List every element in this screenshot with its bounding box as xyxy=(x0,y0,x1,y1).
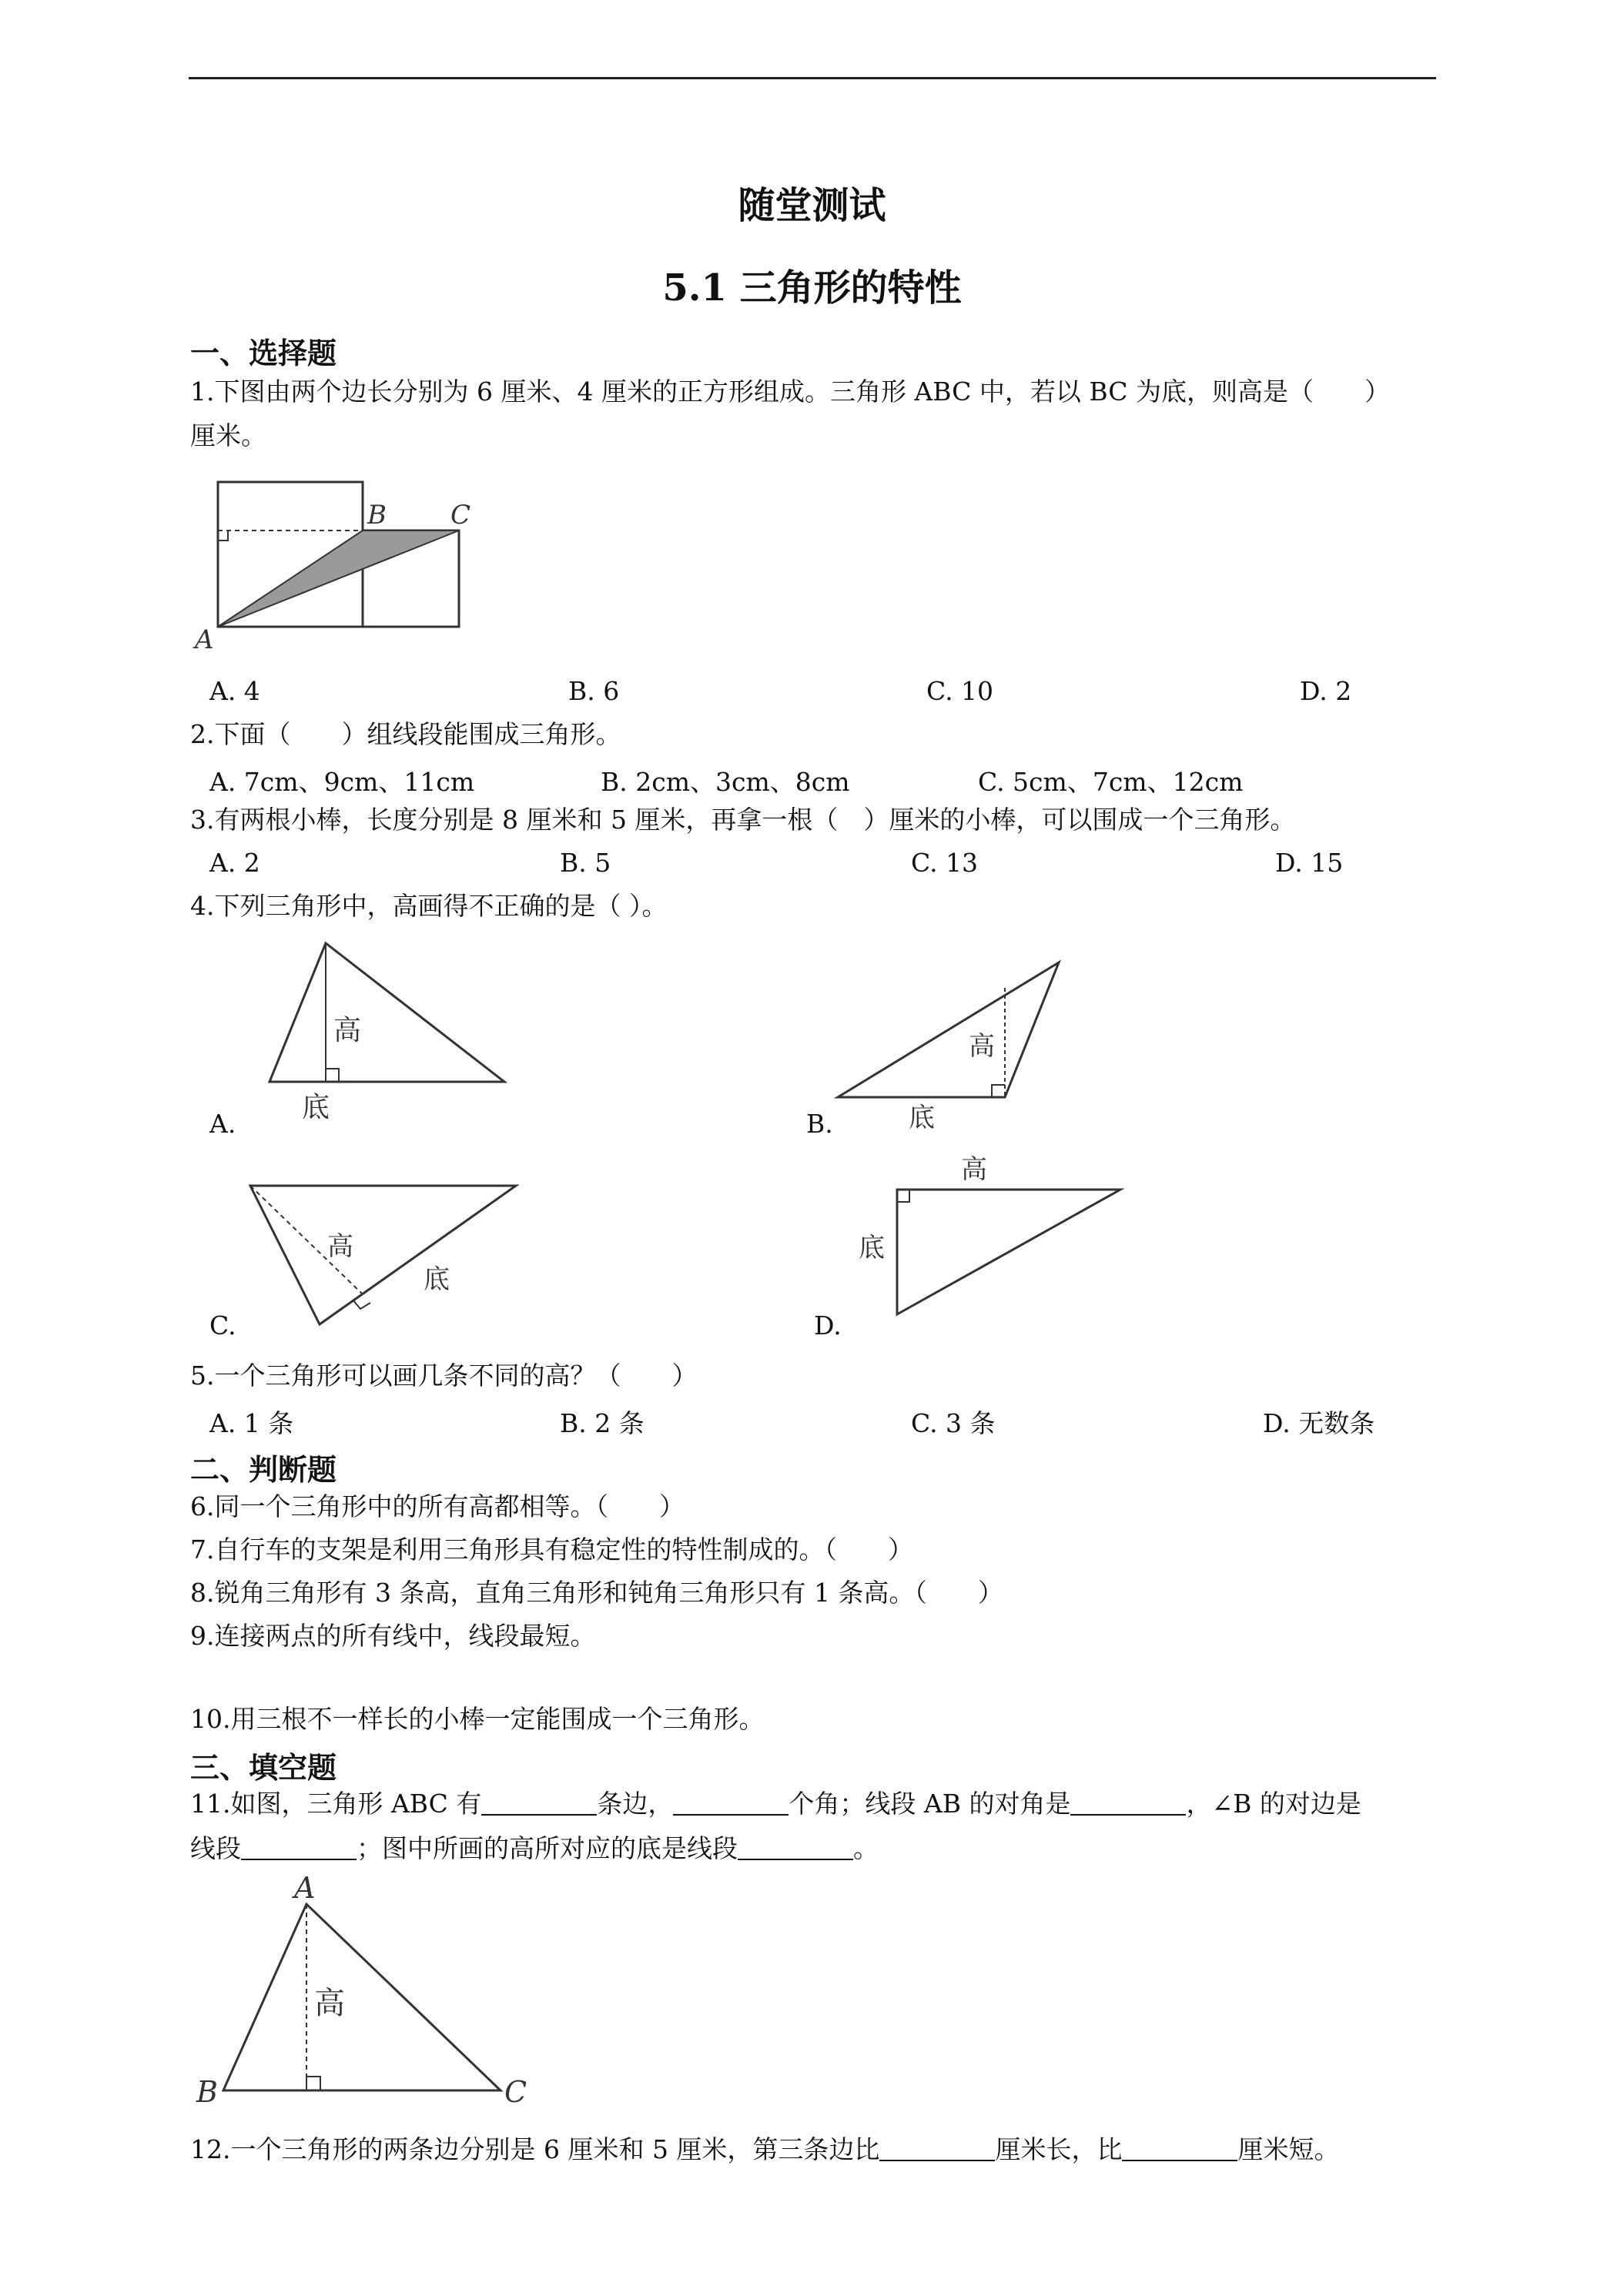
right-angle-b xyxy=(992,1085,1005,1097)
question-10: 10.用三根不一样长的小棒一定能围成一个三角形。 xyxy=(190,1704,765,1734)
q1-option-c[interactable]: C. 10 xyxy=(926,676,994,706)
q3-option-b[interactable]: B. 5 xyxy=(560,848,611,878)
label-gao-d: 高 xyxy=(961,1154,987,1185)
q11-text-7: 。 xyxy=(853,1833,879,1863)
q11-blank-5[interactable] xyxy=(738,1836,853,1860)
page-subtitle: 5.1 三角形的特性 xyxy=(662,266,962,310)
question-3: 3.有两根小棒，长度分别是 8 厘米和 5 厘米，再拿一根（ ）厘米的小棒，可以围成一个三角形。 xyxy=(190,805,1296,835)
q12-text-2: 厘米长，比 xyxy=(995,2134,1123,2164)
question-9: 9.连接两点的所有线中，线段最短。 xyxy=(190,1621,596,1651)
header-rule xyxy=(189,77,1436,79)
q11-text-5: 线段 xyxy=(190,1833,241,1863)
q1-option-a[interactable]: A. 4 xyxy=(209,676,260,706)
q4-option-c[interactable]: C. xyxy=(209,1310,236,1340)
label-gao-a: 高 xyxy=(333,1015,362,1046)
q11-blank-1[interactable] xyxy=(481,1791,597,1816)
right-angle-d xyxy=(897,1190,909,1202)
question-1-line2: 厘米。 xyxy=(190,420,266,450)
label-c-11: C xyxy=(504,2075,527,2109)
question-11-line1 xyxy=(190,1782,1361,1826)
q4-option-b[interactable]: B. xyxy=(806,1109,833,1139)
triangle-a xyxy=(270,943,504,1082)
q5-option-d[interactable]: D. 无数条 xyxy=(1263,1408,1375,1438)
q12-blank-1[interactable] xyxy=(879,2137,995,2161)
right-angle-a xyxy=(326,1069,339,1082)
label-di-d: 底 xyxy=(859,1233,885,1263)
label-di-b: 底 xyxy=(909,1103,935,1133)
label-di-c: 底 xyxy=(424,1264,450,1295)
q1-option-d[interactable]: D. 2 xyxy=(1300,676,1352,706)
question-1-line1: 1.下图由两个边长分别为 6 厘米、4 厘米的正方形组成。三角形 ABC 中，若以 BC 为底，则高是（ ） xyxy=(190,377,1390,407)
q5-option-c[interactable]: C. 3 条 xyxy=(911,1408,996,1438)
q2-option-b[interactable]: B. 2cm、3cm、8cm xyxy=(601,767,850,797)
q11-blank-3[interactable] xyxy=(1070,1791,1186,1816)
label-a-11: A xyxy=(294,1875,316,1905)
label-b: B xyxy=(367,500,387,530)
label-gao-11: 高 xyxy=(314,1986,345,2021)
q12-text-3: 厘米短。 xyxy=(1237,2134,1340,2164)
right-angle-mark xyxy=(218,530,228,541)
question-4: 4.下列三角形中，高画得不正确的是（ ）。 xyxy=(190,891,668,921)
right-angle-11 xyxy=(306,2077,320,2090)
q4-option-d[interactable]: D. xyxy=(814,1310,842,1340)
label-gao-b: 高 xyxy=(969,1031,995,1062)
q5-option-b[interactable]: B. 2 条 xyxy=(560,1408,645,1438)
question-8: 8.锐角三角形有 3 条高，直角三角形和钝角三角形只有 1 条高。（ ） xyxy=(190,1578,1003,1608)
q5-option-a[interactable]: A. 1 条 xyxy=(209,1408,294,1438)
question-12 xyxy=(190,2127,1339,2172)
question-6: 6.同一个三角形中的所有高都相等。（ ） xyxy=(190,1491,685,1521)
q11-text-4: ，∠B 的对边是 xyxy=(1186,1789,1361,1819)
q12-text-1: 12.一个三角形的两条边分别是 6 厘米和 5 厘米，第三条边比 xyxy=(190,2134,880,2164)
q12-blank-2[interactable] xyxy=(1122,2137,1237,2161)
label-gao-c: 高 xyxy=(327,1231,353,1262)
question-5: 5.一个三角形可以画几条不同的高？（ ） xyxy=(190,1361,698,1391)
triangle-d xyxy=(897,1190,1120,1314)
section-fill-heading: 三、填空题 xyxy=(190,1750,337,1785)
triangle-abc-11 xyxy=(223,1904,501,2090)
label-a: A xyxy=(195,624,214,654)
q1-option-b[interactable]: B. 6 xyxy=(568,676,620,706)
q4-figure-c xyxy=(243,1170,527,1340)
q4-option-a[interactable]: A. xyxy=(209,1109,236,1139)
question-7: 7.自行车的支架是利用三角形具有稳定性的特性制成的。（ ） xyxy=(190,1535,913,1565)
triangle-c xyxy=(250,1186,516,1324)
q3-option-c[interactable]: C. 13 xyxy=(911,848,979,878)
label-di-a: 底 xyxy=(302,1092,330,1123)
page-title: 随堂测试 xyxy=(738,184,886,227)
q11-text-2: 条边， xyxy=(597,1789,674,1819)
right-angle-c xyxy=(353,1300,370,1309)
question-11-figure xyxy=(193,1875,547,2114)
q11-text-1: 11.如图，三角形 ABC 有 xyxy=(190,1789,482,1819)
question-11-line2 xyxy=(190,1826,879,1871)
label-c: C xyxy=(450,500,471,530)
q11-blank-4[interactable] xyxy=(241,1836,357,1860)
q2-option-c[interactable]: C. 5cm、7cm、12cm xyxy=(978,767,1244,797)
section-judge-heading: 二、判断题 xyxy=(190,1452,337,1487)
q11-text-6: ；图中所画的高所对应的底是线段 xyxy=(357,1833,738,1863)
q2-option-a[interactable]: A. 7cm、9cm、11cm xyxy=(209,767,475,797)
question-2: 2.下面（ ）组线段能围成三角形。 xyxy=(190,719,621,749)
q4-figure-b xyxy=(832,951,1086,1136)
q11-blank-2[interactable] xyxy=(673,1791,789,1816)
section-choice-heading: 一、选择题 xyxy=(190,336,337,370)
q11-text-3: 个角；线段 AB 的对角是 xyxy=(789,1789,1071,1819)
triangle-b xyxy=(838,962,1059,1097)
q4-figure-d xyxy=(855,1151,1132,1328)
label-b-11: B xyxy=(196,2075,218,2109)
q3-option-d[interactable]: D. 15 xyxy=(1275,848,1344,878)
q3-option-a[interactable]: A. 2 xyxy=(209,848,260,878)
question-1-figure xyxy=(189,470,497,654)
q4-figure-a xyxy=(254,939,524,1140)
triangle-abc xyxy=(218,530,459,627)
